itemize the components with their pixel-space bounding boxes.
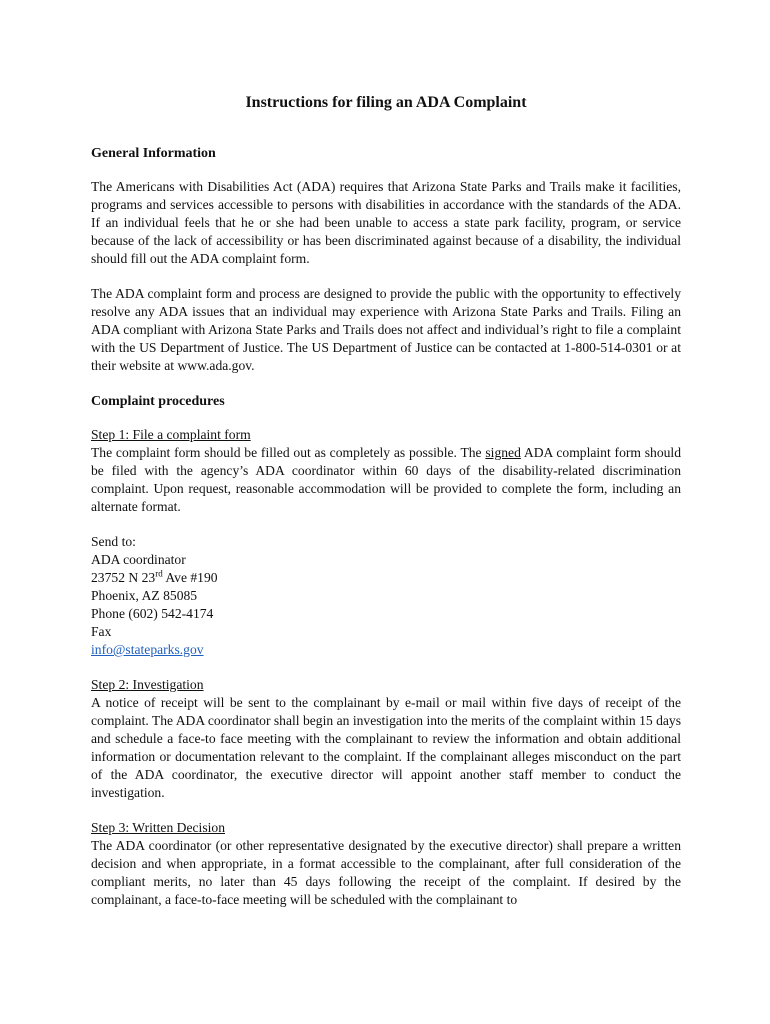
step-2-text: A notice of receipt will be sent to the complainant by e-mail or mail within five days of receipt of the complaint. The ADA coordinator shall begin an investigation into the merits of the complaint within 15 days and schedule a face-to face meeting with the complainant to review the information and obtain additional information or documentation relevant to the complaint. If the complainant alleges misconduct on the part of the ADA coordinator, the executive director will appoint another staff member to conduct the investigation. xyxy=(91,695,681,800)
step-3-title: Step 3: Written Decision xyxy=(91,820,225,835)
document-title: Instructions for filing an ADA Complaint xyxy=(245,94,527,111)
address-street-rest: Ave #190 xyxy=(162,570,218,585)
address-phone: Phone (602) 542-4174 xyxy=(91,606,214,621)
complaint-procedures-heading: Complaint procedures xyxy=(91,394,225,409)
address-fax: Fax xyxy=(91,624,112,639)
address-name: ADA coordinator xyxy=(91,552,186,567)
send-to-label: Send to: xyxy=(91,534,136,549)
step-1-text xyxy=(91,444,681,516)
step-2-title: Step 2: Investigation xyxy=(91,677,204,692)
step-3-text: The ADA coordinator (or other representative designated by the executive director) shall prepare a written decision and when appropriate, in a format accessible to the complainant, after full consideration of the compliant merits, no later than 45 days following the receipt of the complaint. If desired by the complainant, a face-to-face meeting will be scheduled with the complainant to xyxy=(91,838,681,907)
document-page xyxy=(91,92,681,926)
step-3-section xyxy=(91,819,681,909)
general-paragraph-2: The ADA complaint form and process are designed to provide the public with the opportunity to effectively resolve any ADA issues that an individual may experience with Arizona State Parks and Trails. Filing an ADA compliant with Arizona State Parks and Trails does not affect and individual’s right to file a complaint with the US Department of Justice. The US Department of Justice can be contacted at 1-800-514-0301 or at their website at www.ada.gov. xyxy=(91,286,681,373)
email-link[interactable]: info@stateparks.gov xyxy=(91,642,204,657)
step-2-section xyxy=(91,676,681,802)
step-1-text-before: The complaint form should be filled out as completely as possible. The xyxy=(91,445,486,460)
address-street-number: 23752 N 23 xyxy=(91,570,156,585)
step-1-text-after: ADA complaint form should be filed with the agency’s ADA coordinator within 60 days of the disability-related discrimination complaint. Upon request, reasonable accommodation will be provided to complete the form, including an alternate format. xyxy=(91,445,682,514)
address-city: Phoenix, AZ 85085 xyxy=(91,588,198,603)
address-street xyxy=(91,569,681,587)
step-1-title: Step 1: File a complaint form xyxy=(91,427,251,442)
step-1-section xyxy=(91,426,681,516)
general-information-heading: General Information xyxy=(91,146,216,161)
address-street-suffix: rd xyxy=(155,568,163,579)
send-to-address xyxy=(91,533,681,659)
general-paragraph-1: The Americans with Disabilities Act (ADA) requires that Arizona State Parks and Trails make it facilities, programs and services accessible to persons with disabilities in accordance with the standards of the ADA. If an individual feels that he or she had been unable to access a state park facility, program, or service because of the lack of accessibility or has been discriminated against because of a disability, the individual should fill out the ADA complaint form. xyxy=(91,179,681,266)
step-1-text-signed: signed xyxy=(485,445,521,460)
